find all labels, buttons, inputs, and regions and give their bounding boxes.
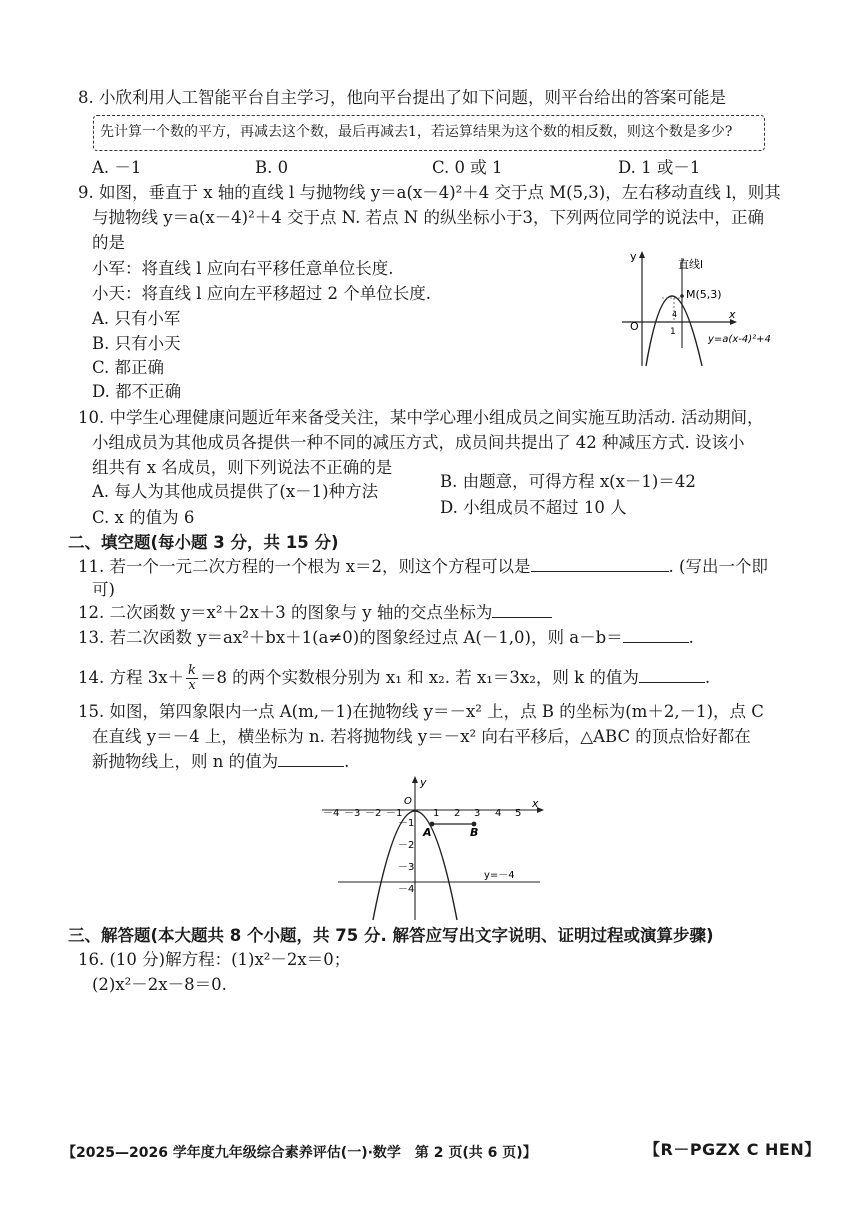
q9-m-label: M(5,3) bbox=[686, 288, 722, 301]
q9-option-c: C. 都正确 bbox=[92, 358, 165, 377]
q14-post: ＝8 的两个实数根分别为 x₁ 和 x₂. 若 x₁＝3x₂，则 k 的值为 bbox=[199, 668, 639, 687]
q15-figure bbox=[318, 772, 550, 922]
q9-curve-label: y=a(x-4)²+4 bbox=[708, 334, 771, 345]
q15-ytick-n2: －2 bbox=[398, 840, 415, 851]
section-3-heading: 三、解答题(本大题共 8 个小题，共 75 分. 解答应写出文字说明、证明过程或演算步骤) bbox=[68, 926, 714, 945]
q13-answer-blank[interactable] bbox=[623, 628, 689, 643]
q9-xiaojun: 小军：将直线 l 应向右平移任意单位长度. bbox=[92, 259, 394, 278]
q9-xiaotian: 小天：将直线 l 应向左平移超过 2 个单位长度. bbox=[92, 284, 431, 303]
q9-tick-1: 1 bbox=[670, 327, 676, 337]
q15-label-a: A bbox=[423, 826, 432, 839]
footer-right: 【R－PGZX C HEN】 bbox=[644, 1140, 821, 1159]
q15-line3 bbox=[92, 752, 349, 772]
q14-text bbox=[78, 664, 710, 693]
q11-answer-blank[interactable] bbox=[531, 557, 669, 572]
q15-xtick-5: 5 bbox=[515, 808, 522, 819]
q15-origin: O bbox=[404, 796, 412, 807]
q9-option-a: A. 只有小军 bbox=[92, 309, 181, 328]
q15-y-arrow bbox=[412, 776, 418, 783]
q9-line1: 9. 如图，垂直于 x 轴的直线 l 与抛物线 y＝a(x－4)²＋4 交于点 M(5,3)，左右移动直线 l，则其 bbox=[78, 183, 781, 202]
q11-tail: . (写出一个即 bbox=[668, 557, 768, 576]
q13-text bbox=[78, 628, 694, 648]
q14-frac-num: k bbox=[188, 663, 196, 678]
q9-option-d: D. 都不正确 bbox=[92, 382, 182, 401]
q8-option-a: A. －1 bbox=[92, 158, 142, 177]
q9-line3: 的是 bbox=[92, 233, 125, 252]
q15-line1: 15. 如图，第四象限内一点 A(m,－1)在抛物线 y＝－x² 上，点 B 的坐标为(m＋2,－1)，点 C bbox=[78, 702, 764, 721]
q11-stem: 11. 若一个一元二次方程的一个根为 x＝2，则这个方程可以是 bbox=[78, 557, 531, 576]
q15-xtick-n3: －3 bbox=[344, 808, 361, 819]
section-2-heading: 二、填空题(每小题 3 分，共 15 分) bbox=[68, 533, 339, 552]
q14-fraction bbox=[186, 664, 198, 693]
q15-y-label: y bbox=[420, 776, 427, 789]
q15-stem: 新抛物线上，则 n 的值为 bbox=[92, 752, 279, 771]
q10-option-b: B. 由题意，可得方程 x(x－1)＝42 bbox=[440, 472, 696, 491]
q15-line2: 在直线 y＝－4 上，横坐标为 n. 若将抛物线 y＝－x² 向右平移后，△ABC 的顶点恰好都在 bbox=[92, 727, 751, 746]
q8-option-d: D. 1 或－1 bbox=[618, 158, 701, 177]
q16-line1: 16. (10 分)解方程：(1)x²－2x＝0； bbox=[78, 950, 351, 969]
q16-line2: (2)x²－2x－8＝0. bbox=[92, 975, 227, 994]
q10-option-d: D. 小组成员不超过 10 人 bbox=[440, 498, 627, 517]
q9-point-m bbox=[680, 294, 684, 298]
q8-box-text: 先计算一个数的平方，再减去这个数，最后再减去1，若运算结果为这个数的相反数，则这个数是多少? bbox=[100, 124, 733, 140]
q10-option-a: A. 每人为其他成员提供了(x－1)种方法 bbox=[92, 482, 379, 501]
q15-xtick-4: 4 bbox=[495, 808, 502, 819]
q14-pre: 14. 方程 3x＋ bbox=[78, 668, 185, 687]
q9-y-label: y bbox=[630, 250, 637, 263]
q8-option-b: B. 0 bbox=[255, 158, 289, 177]
q15-xtick-2: 2 bbox=[454, 808, 461, 819]
q9-tick-4: 4 bbox=[672, 310, 678, 319]
q10-line1: 10. 中学生心理健康问题近年来备受关注，某中学心理小组成员之间实施互助活动. 活动期间， bbox=[78, 408, 764, 427]
q15-xtick-3: 3 bbox=[474, 808, 481, 819]
q9-figure bbox=[612, 248, 812, 370]
q14-tail: . bbox=[704, 668, 711, 687]
q15-xtick-1: 1 bbox=[433, 808, 440, 819]
q9-x-label: x bbox=[729, 308, 736, 321]
q11-text bbox=[78, 557, 768, 577]
q13-tail: . bbox=[688, 628, 694, 647]
q15-ytick-n4: －4 bbox=[398, 884, 415, 895]
q15-line-label: y=－4 bbox=[484, 870, 515, 881]
q8-stem: 8. 小欣利用人工智能平台自主学习，他向平台提出了如下问题，则平台给出的答案可能是 bbox=[78, 88, 726, 107]
q9-origin: O bbox=[630, 320, 639, 333]
q15-label-b: B bbox=[470, 826, 479, 839]
q12-answer-blank[interactable] bbox=[492, 603, 552, 618]
q9-option-b: B. 只有小天 bbox=[92, 334, 181, 353]
q15-xtick-n1: －1 bbox=[386, 808, 403, 819]
q13-stem: 13. 若二次函数 y＝ax²＋bx＋1(a≠0)的图象经过点 A(－1,0)，则 a－b＝ bbox=[78, 628, 623, 647]
q14-answer-blank[interactable] bbox=[639, 668, 705, 683]
q9-line2: 与抛物线 y＝a(x－4)²＋4 交于点 N. 若点 N 的纵坐标小于3，下列两位同学的说法中，正确 bbox=[92, 208, 764, 227]
q8-option-c: C. 0 或 1 bbox=[432, 158, 503, 177]
q12-text bbox=[78, 603, 552, 623]
q9-y-arrow bbox=[639, 251, 645, 258]
q14-frac-den: x bbox=[188, 678, 196, 693]
q10-line3: 组共有 x 名成员，则下列说法不正确的是 bbox=[92, 458, 393, 477]
q15-answer-blank[interactable] bbox=[278, 752, 344, 767]
q15-xtick-n2: －2 bbox=[365, 808, 382, 819]
footer-left: 【2025—2026 学年度九年级综合素养评估(一)·数学 第 2 页(共 6 页)】 bbox=[62, 1145, 537, 1161]
q15-x-label: x bbox=[532, 797, 539, 810]
q10-option-c: C. x 的值为 6 bbox=[92, 508, 195, 527]
q15-ytick-n1: －1 bbox=[398, 818, 415, 829]
q15-xtick-n4: －4 bbox=[323, 808, 340, 819]
q11-tail2: 可) bbox=[92, 580, 115, 599]
q15-tail: . bbox=[344, 752, 350, 771]
q10-line2: 小组成员为其他成员各提供一种不同的减压方式，成员间共提出了 42 种减压方式. 设该小 bbox=[92, 433, 745, 452]
q15-ytick-n3: －3 bbox=[398, 862, 415, 873]
q12-stem: 12. 二次函数 y＝x²＋2x＋3 的图象与 y 轴的交点坐标为 bbox=[78, 603, 493, 622]
q9-line-label: 直线l bbox=[678, 258, 704, 271]
